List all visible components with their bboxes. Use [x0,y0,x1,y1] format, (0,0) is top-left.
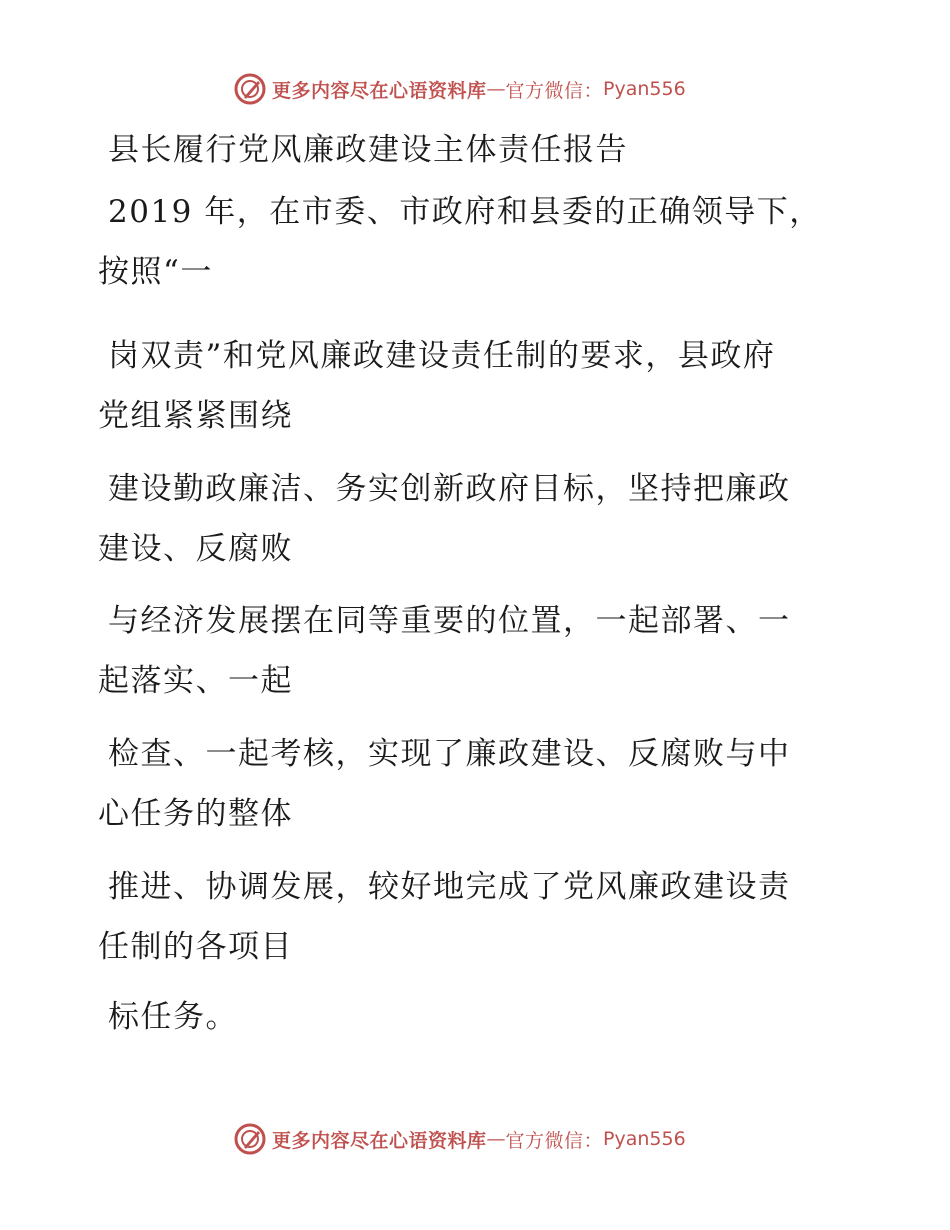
watermark-id: Pyan556 [603,78,686,100]
paragraph-line: 标任务。 [108,999,238,1035]
watermark-sub-text: 官方微信： [505,1129,604,1152]
paragraph-block [98,591,838,711]
footer-watermark [234,1122,686,1156]
watermark-dash: — [486,1128,506,1150]
paragraph-line: 与经济发展摆在同等重要的位置，一起部署、一 [108,603,791,639]
paragraph-line: 按照“一 [98,254,213,290]
paragraph-line: 建设勤政廉洁、务实创新政府目标，坚持把廉政 [108,471,791,507]
watermark-sub-text: 官方微信： [505,79,604,102]
paragraph-line: 2019 年，在市委、市政府和县委的正确领导下， [108,194,822,230]
header-watermark [234,72,686,106]
paragraph-block [98,182,838,302]
document-title: 县长履行党风廉政建设主体责任报告 [108,132,628,168]
paragraph-line: 岗双责”和党风廉政建设责任制的要求，县政府 [108,338,776,374]
paragraph-line: 任制的各项目 [98,929,293,965]
paragraph-block [98,724,838,844]
paragraph-line: 起落实、一起 [98,663,293,699]
paragraph-block [98,326,838,446]
paragraph-line: 推进、协调发展，较好地完成了党风廉政建设责 [108,869,791,905]
paragraph-line: 建设、反腐败 [98,531,293,567]
watermark-dash: — [486,78,506,100]
watermark-main-text: 更多内容尽在心语资料库 [272,1129,487,1152]
paragraph-block [98,459,838,579]
paragraph-line: 党组紧紧围绕 [98,398,293,434]
paragraph-line: 检查、一起考核，实现了廉政建设、反腐败与中 [108,736,791,772]
watermark-id: Pyan556 [603,1128,686,1150]
paragraph-block [98,857,838,977]
watermark-main-text: 更多内容尽在心语资料库 [272,79,487,102]
quill-logo-icon [234,1123,266,1155]
paragraph-line: 心任务的整体 [98,796,293,832]
quill-logo-icon [234,73,266,105]
paragraph-block [98,987,838,1047]
